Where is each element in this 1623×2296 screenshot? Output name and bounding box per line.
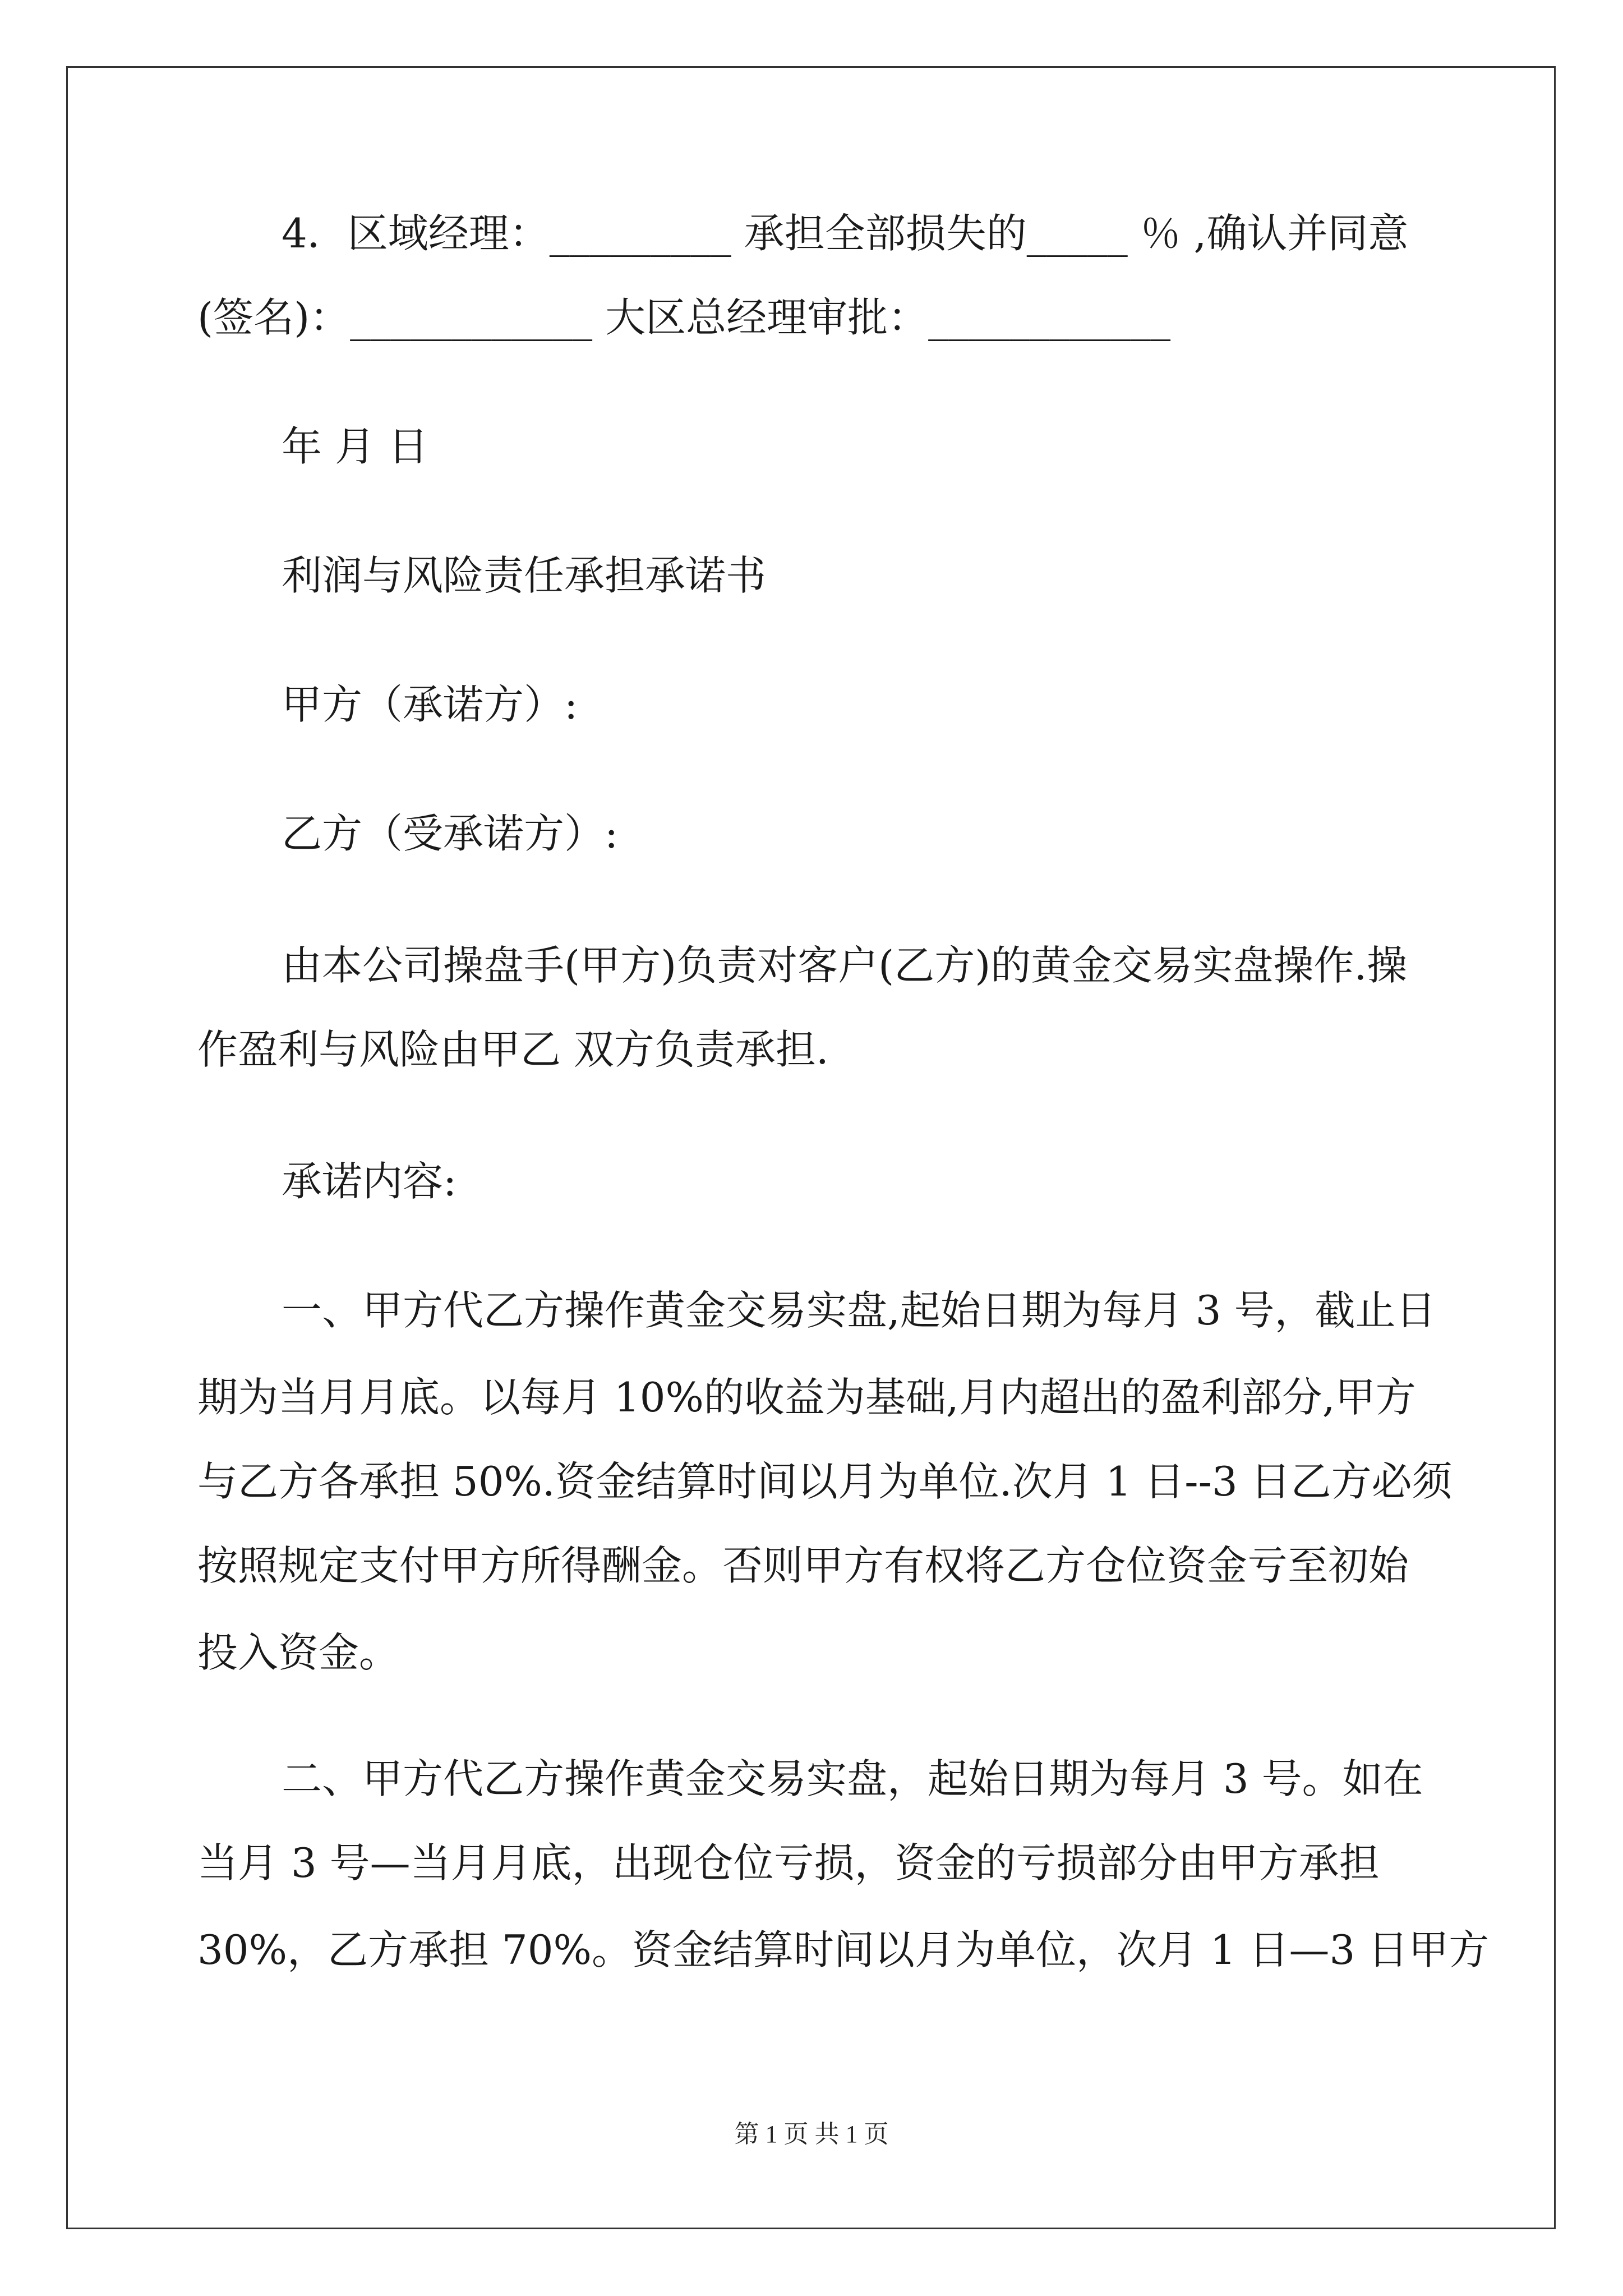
paragraph-intro-line-2: 作盈利与风险由甲乙 双方负责承担. — [197, 1026, 829, 1073]
text-line-date: 年 月 日 — [282, 423, 428, 470]
clause-1-line-2: 期为当月月底。以每月 10%的收益为基础,月内超出的盈利部分,甲方 — [197, 1374, 1416, 1421]
clause-1-line-3: 与乙方各承担 50%.资金结算时间以月为单位.次月 1 日--3 日乙方必须 — [197, 1458, 1453, 1505]
clause-2-line-1: 二、甲方代乙方操作黄金交易实盘，起始日期为每月 3 号。如在 — [282, 1755, 1423, 1802]
clause-1-line-4: 按照规定支付甲方所得酬金。否则甲方有权将乙方仓位资金亏至初始 — [197, 1542, 1409, 1589]
clause-2-line-3: 30%，乙方承担 70%。资金结算时间以月为单位，次月 1 日—3 日甲方 — [197, 1926, 1490, 1973]
clause-1-line-5: 投入资金。 — [197, 1629, 400, 1676]
document-title: 利润与风险责任承担承诺书 — [282, 552, 767, 599]
section-heading-commitments: 承诺内容: — [282, 1158, 457, 1205]
clause-1-line-1: 一、甲方代乙方操作黄金交易实盘,起始日期为每月 3 号，截止日 — [282, 1287, 1436, 1334]
paragraph-intro-line-1: 由本公司操盘手(甲方)负责对客户(乙方)的黄金交易实盘操作.操 — [282, 942, 1408, 989]
clause-2-line-2: 当月 3 号—当月月底，出现仓位亏损，资金的亏损部分由甲方承担 — [197, 1839, 1380, 1887]
text-line-party-b: 乙方（受承诺方）: — [282, 810, 619, 857]
text-line-party-a: 甲方（承诺方）: — [282, 681, 578, 728]
text-line-regional-manager: 4．区域经理：_________ 承担全部损失的_____ ％ ,确认并同意 — [282, 210, 1409, 257]
page-number-footer: 第 1 页 共 1 页 — [734, 2120, 889, 2148]
text-line-signature: (签名)：____________ 大区总经理审批：____________ — [197, 294, 1171, 341]
page-border — [66, 66, 1556, 2229]
